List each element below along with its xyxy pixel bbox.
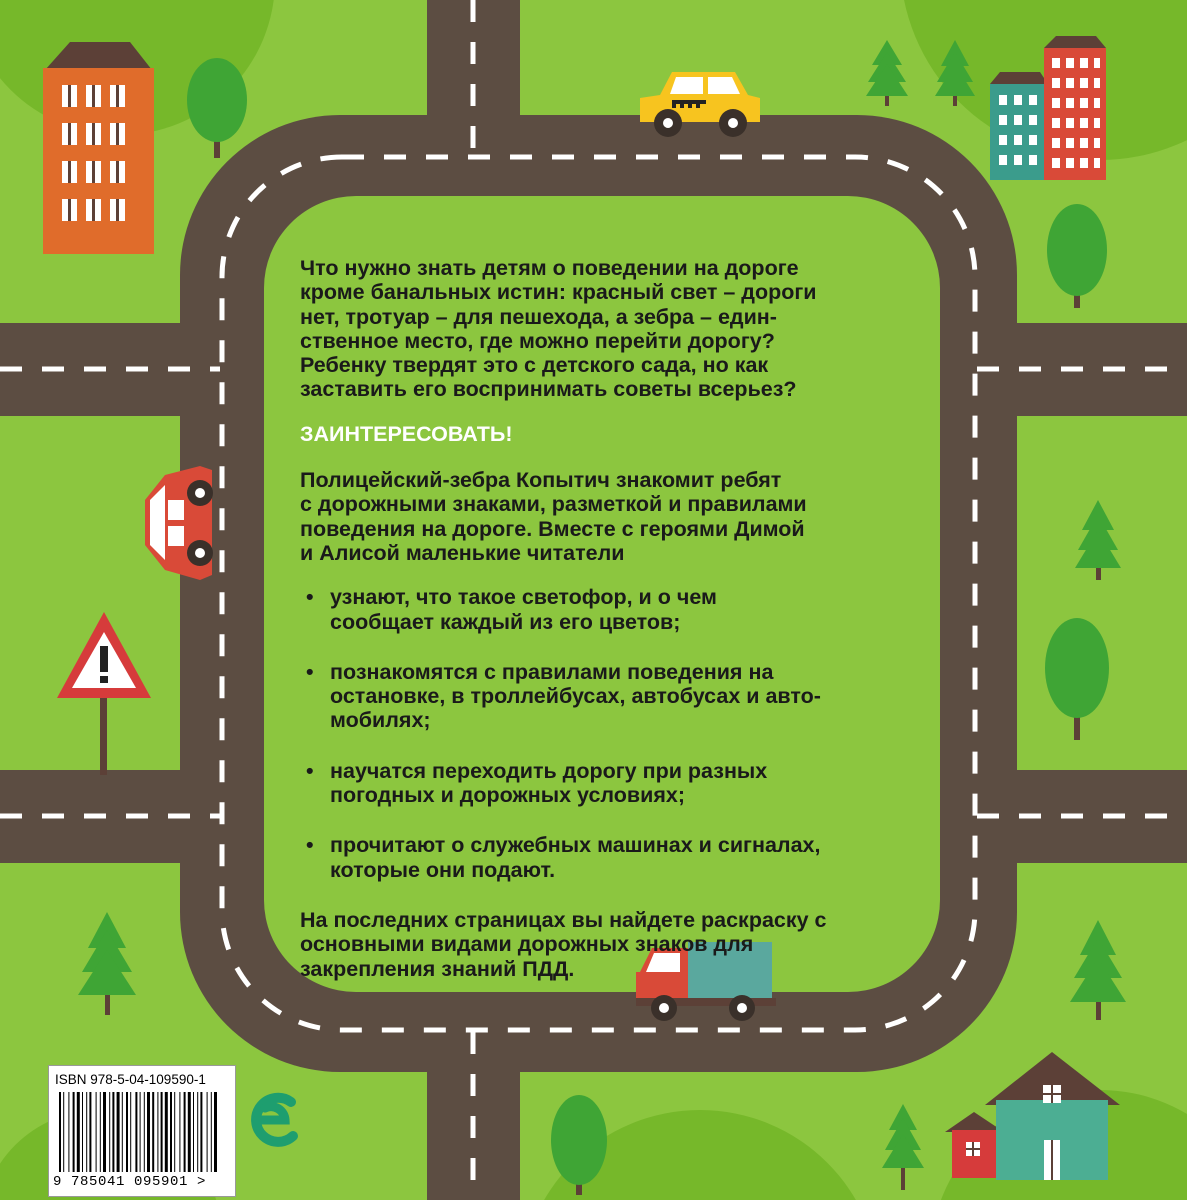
- barcode-bar: [207, 1092, 208, 1172]
- barcode-bar: [100, 1092, 101, 1172]
- slogan-heading: ЗАИНТЕРЕСОВАТЬ!: [300, 421, 513, 446]
- intro-line: заставить его воспринимать советы всерьез?: [300, 377, 797, 402]
- barcode-bar: [147, 1092, 150, 1172]
- barcode-bar: [82, 1092, 83, 1172]
- barcode: [57, 1092, 217, 1172]
- barcode-bar: [130, 1092, 131, 1172]
- barcode-bar: [122, 1092, 123, 1172]
- list-item-line: мобилях;: [330, 708, 431, 733]
- apartment-building-teal: [990, 72, 1048, 180]
- barcode-bar: [161, 1092, 163, 1172]
- outro-paragraph: [300, 908, 920, 981]
- barcode-bar: [89, 1092, 91, 1172]
- barcode-bar: [188, 1092, 191, 1172]
- barcode-bar: [77, 1092, 80, 1172]
- list-item-line: которые они подают.: [330, 857, 556, 882]
- barcode-bar: [157, 1092, 158, 1172]
- barcode-bar: [170, 1092, 172, 1172]
- list-item-line: сообщает каждый из его цветов;: [330, 609, 681, 634]
- intro-line: кроме банальных истин: красный свет – дороги: [300, 280, 817, 305]
- barcode-digits: 9 785041 095901 >: [53, 1174, 207, 1190]
- barcode-bar: [59, 1092, 61, 1172]
- list-item-line: погодных и дорожных условиях;: [330, 783, 686, 808]
- barcode-bar: [179, 1092, 180, 1172]
- barcode-bar: [152, 1092, 154, 1172]
- barcode-bar: [86, 1092, 87, 1172]
- list-item-line: познакомятся с правилами поведения на: [330, 659, 774, 684]
- paragraph-line: основными видами дорожных знаков для: [300, 932, 754, 957]
- barcode-bar: [73, 1092, 75, 1172]
- intro-paragraph: [300, 256, 920, 402]
- barcode-bar: [165, 1092, 168, 1172]
- list-item-line: остановке, в троллейбусах, автобусах и авто-: [330, 684, 821, 709]
- barcode-bar: [135, 1092, 137, 1172]
- paragraph-line: Полицейский-зебра Копытич знакомит ребят: [300, 468, 782, 493]
- barcode-bar: [68, 1092, 69, 1172]
- apartment-building-red: [1044, 36, 1106, 180]
- barcode-bar: [174, 1092, 175, 1172]
- barcode-bar: [144, 1092, 145, 1172]
- list-item: [300, 759, 920, 808]
- intro-line: ственное место, где можно перейти дорогу?: [300, 328, 775, 353]
- list-item-line: прочитают о служебных машинах и сигналах,: [330, 833, 821, 858]
- barcode-bar: [200, 1092, 202, 1172]
- barcode-bar: [193, 1092, 194, 1172]
- eksmo-e-logo-icon: [245, 1080, 305, 1160]
- barcode-bar: [103, 1092, 106, 1172]
- barcode-bar: [140, 1092, 141, 1172]
- paragraph-line: поведения на дороге. Вместе с героями Димой: [300, 516, 805, 541]
- barcode-bar: [112, 1092, 114, 1172]
- isbn-barcode-block: [48, 1065, 236, 1197]
- barcode-bar: [214, 1092, 217, 1172]
- barcode-bar: [184, 1092, 186, 1172]
- barcode-bar: [117, 1092, 120, 1172]
- list-item-line: узнают, что такое светофор, и о чем: [330, 585, 717, 610]
- list-item: [300, 585, 920, 634]
- paragraph-line: и Алисой маленькие читатели: [300, 540, 625, 565]
- paragraph-line: закрепления знаний ПДД.: [300, 956, 575, 981]
- list-item-line: научатся переходить дорогу при разных: [330, 758, 768, 783]
- benefits-list: [300, 585, 920, 882]
- intro-line: нет, тротуар – для пешехода, а зебра – един-: [300, 304, 777, 329]
- intro-line: Ребенку твердят это с детского сада, но как: [300, 353, 769, 378]
- barcode-bar: [126, 1092, 128, 1172]
- barcode-bar: [96, 1092, 97, 1172]
- list-item: [300, 833, 920, 882]
- description-text-block: [300, 256, 920, 981]
- isbn-label: ISBN 978-5-04-109590-1: [55, 1072, 206, 1087]
- barcode-bar: [109, 1092, 110, 1172]
- intro-line: Что нужно знать детям о поведении на дороге: [300, 256, 799, 280]
- barcode-bar: [211, 1092, 212, 1172]
- barcode-bar: [63, 1092, 64, 1172]
- paragraph-line: На последних страницах вы найдете раскраску с: [300, 907, 827, 932]
- description-paragraph: [300, 468, 920, 565]
- apartment-building-orange: [43, 42, 154, 254]
- list-item: [300, 660, 920, 733]
- barcode-bar: [197, 1092, 198, 1172]
- paragraph-line: с дорожными знаками, разметкой и правилами: [300, 492, 807, 517]
